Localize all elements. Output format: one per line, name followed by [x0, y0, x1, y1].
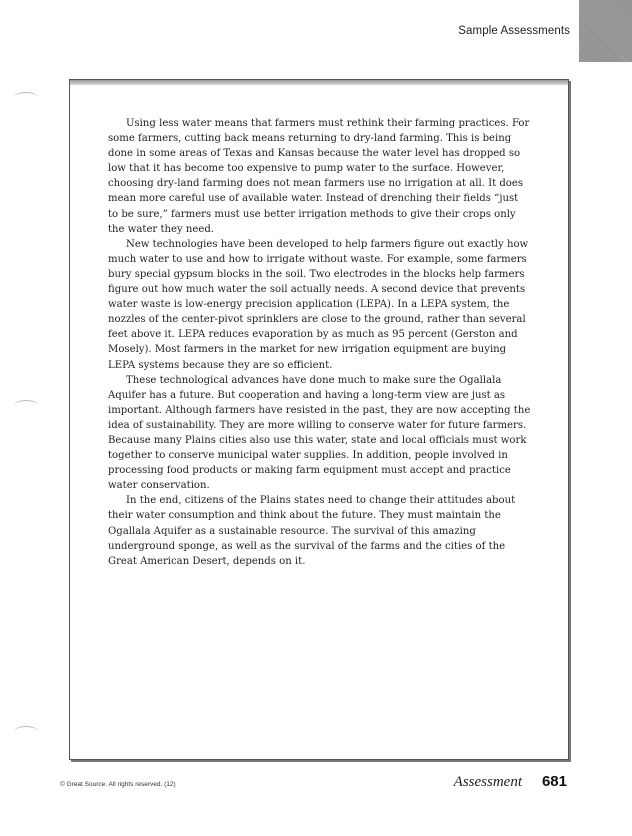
binder-hole-mark-top	[14, 92, 38, 103]
paragraph-2: New technologies have been developed to help farmers figure out exactly how much water to use and how to irrigate without waste. For example, some farmers bury special gypsum blocks in the soil. Two electrodes in the blocks help farmers figure out how much water the soil actually needs. A second device that prevents water waste is low-energy precision application (LEPA). In a LEPA system, the nozzles of the center-pivot sprinklers are close to the ground, rather than several feet above it. LEPA reduces evaporation by as much as 95 percent (Gerston and Mosely). Most farmers in the market for new irrigation equipment are buying LEPA systems because they are so efficient.	[108, 238, 529, 371]
frame-top-shade	[70, 80, 568, 85]
header-tab-swatch	[579, 0, 632, 62]
paragraph-1: Using less water means that farmers must rethink their farming practices. For some farmers, cutting back means returning to dry-land farming. This is being done in some areas of Texas and Kansas because the water level has dropped so low that it has become too expensive to pump water to the surface. However, choosing dry-land farming does not mean farmers use no irrigation at all. It does mean more careful use of available water. Instead of drenching their fields “just to be sure,” farmers must use better irrigation methods to give their crops only the water they need.	[108, 118, 530, 235]
binder-hole-mark-middle	[14, 400, 38, 411]
passage-frame	[69, 79, 569, 760]
binder-hole-mark-bottom	[14, 726, 38, 737]
section-header-label: Sample Assessments	[458, 25, 570, 37]
copyright-notice: © Great Source. All rights reserved. (12)	[60, 781, 176, 788]
page-number: 681	[541, 773, 567, 790]
passage-body	[108, 116, 531, 569]
paragraph-3: These technological advances have done much to make sure the Ogallala Aquifer has a future. But cooperation and having a long-term view are just as important. Although farmers have resisted in the past, they are now accepting the idea of sustainability. They are more willing to conserve water for future farmers. Because many Plains cities also use this water, state and local officials must work together to conserve municipal water supplies. In addition, people involved in processing food products or making farm equipment must accept and practice water conservation.	[108, 374, 531, 492]
paragraph-4: In the end, citizens of the Plains states need to change their attitudes about their water consumption and think about the future. They must maintain the Ogallala Aquifer as a sustainable resource. The survival of this amazing underground sponge, as well as the survival of the farms and the cities of the Great American Desert, depends on it.	[108, 495, 516, 567]
footer-section-name: Assessment	[453, 774, 522, 790]
